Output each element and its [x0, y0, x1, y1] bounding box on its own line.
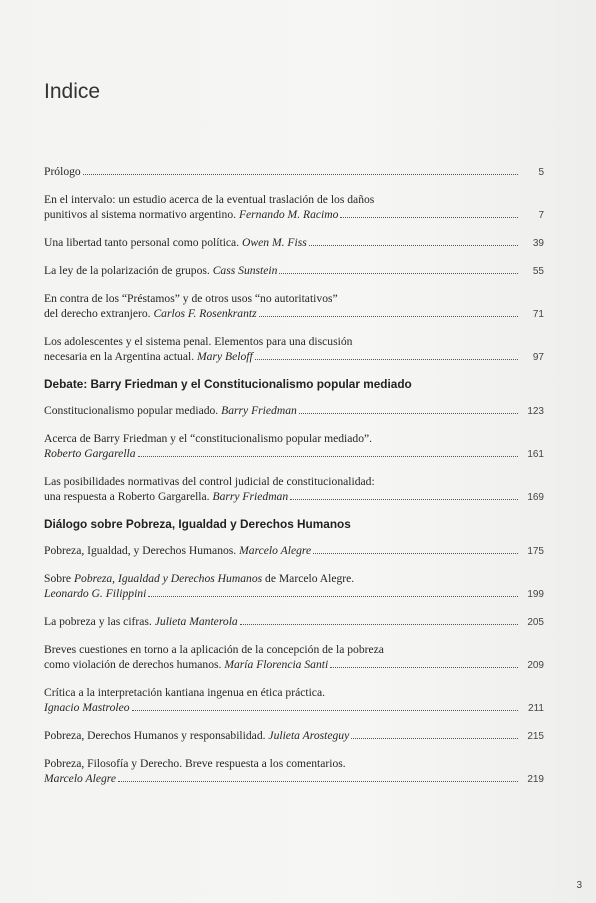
toc-entry [44, 756, 544, 787]
page-title: Indice [44, 80, 101, 103]
toc-entry [44, 291, 544, 322]
entry-author: Mary Beloff [197, 350, 253, 363]
leader-dots [309, 245, 518, 246]
entry-title: La ley de la polarización de grupos. [44, 264, 210, 277]
entry-author: Barry Friedman [212, 490, 289, 503]
entry-author: Cass Sunstein [212, 264, 278, 277]
entry-title: necesaria en la Argentina actual. [44, 350, 195, 363]
page-number: 71 [532, 309, 544, 320]
entry-title: Pobreza, Derechos Humanos y responsabilidad. [44, 729, 266, 742]
entry-title: La pobreza y las cifras. [44, 615, 152, 628]
toc-entry [44, 685, 544, 716]
referenced-title: Pobreza, Igualdad y Derechos Humanos [73, 572, 263, 585]
table-of-contents [44, 164, 544, 799]
leader-dots [330, 667, 518, 668]
page-number: 123 [527, 406, 544, 417]
leader-dots [138, 456, 518, 457]
toc-entry [44, 403, 544, 419]
entry-author: Ignacio Mastroleo [44, 701, 130, 714]
entry-author: Roberto Gargarella [44, 447, 136, 460]
toc-entry [44, 474, 544, 505]
entry-author: Leonardo G. Filippini [44, 587, 147, 600]
page-number: 169 [527, 492, 544, 503]
leader-dots [132, 710, 518, 711]
page-number: 5 [538, 167, 544, 178]
section-heading: Debate: Barry Friedman y el Constitucionalismo popular mediado [44, 377, 412, 391]
leader-dots [240, 624, 518, 625]
entry-title-line: Los adolescentes y el sistema penal. Elementos para una discusión [44, 335, 353, 348]
page-number: 7 [538, 210, 544, 221]
entry-author: Julieta Manterola [154, 615, 238, 628]
entry-author: Marcelo Alegre [239, 544, 312, 557]
entry-title: Una libertad tanto personal como política. [44, 236, 240, 249]
toc-entry [44, 642, 544, 673]
leader-dots [148, 596, 518, 597]
section-heading: Diálogo sobre Pobreza, Igualdad y Derechos Humanos [44, 517, 351, 531]
leader-dots [313, 553, 518, 554]
toc-entry [44, 614, 544, 630]
entry-title: Constitucionalismo popular mediado. [44, 404, 219, 417]
entry-author: Owen M. Fiss [242, 236, 307, 249]
entry-title: una respuesta a Roberto Gargarella. [44, 490, 210, 503]
entry-title: punitivos al sistema normativo argentino. [44, 208, 237, 221]
entry-title-line: Las posibilidades normativas del control judicial de constitucionalidad: [44, 475, 375, 488]
leader-dots [290, 499, 518, 500]
entry-author: Carlos F. Rosenkrantz [153, 307, 257, 320]
entry-title-line: Pobreza, Filosofía y Derecho. Breve respuesta a los comentarios. [44, 757, 346, 770]
page-number: 175 [527, 546, 544, 557]
page-number: 97 [532, 352, 544, 363]
leader-dots [351, 738, 518, 739]
page-number: 211 [528, 703, 544, 714]
leader-dots [118, 781, 518, 782]
toc-entry [44, 543, 544, 559]
page-number: 209 [527, 660, 544, 671]
toc-entry [44, 571, 544, 602]
entry-title-line: En el intervalo: un estudio acerca de la eventual traslación de los daños [44, 193, 375, 206]
page-number: 205 [527, 617, 544, 628]
toc-entry [44, 334, 544, 365]
leader-dots [279, 273, 518, 274]
leader-dots [259, 316, 518, 317]
toc-entry [44, 431, 544, 462]
page-number: 39 [532, 238, 544, 249]
toc-entry [44, 263, 544, 279]
page-number: 199 [527, 589, 544, 600]
toc-entry [44, 164, 544, 180]
page-number: 161 [527, 449, 544, 460]
leader-dots [299, 413, 518, 414]
entry-title: del derecho extranjero. [44, 307, 151, 320]
page-number: 219 [527, 774, 544, 785]
entry-author: María Florencia Santi [224, 658, 329, 671]
toc-entry [44, 192, 544, 223]
entry-author: Julieta Arosteguy [268, 729, 350, 742]
entry-title-line: Breves cuestiones en torno a la aplicación de la concepción de la pobreza [44, 643, 384, 656]
page-number: 215 [527, 731, 544, 742]
entry-title: como violación de derechos humanos. [44, 658, 222, 671]
leader-dots [340, 217, 518, 218]
entry-title: Prólogo [44, 165, 81, 178]
entry-author: Barry Friedman [221, 404, 297, 417]
toc-entry [44, 728, 544, 744]
entry-title-line: Crítica a la interpretación kantiana ingenua en ética práctica. [44, 686, 326, 699]
leader-dots [83, 174, 518, 175]
entry-title-line: En contra de los “Préstamos” y de otros usos “no autoritativos” [44, 292, 338, 305]
page-number: 55 [532, 266, 544, 277]
entry-author: Marcelo Alegre [44, 772, 117, 785]
entry-title-line: Sobre Pobreza, Igualdad y Derechos Humanos de Marcelo Alegre. [44, 572, 355, 585]
toc-entry [44, 235, 544, 251]
entry-title: Pobreza, Igualdad, y Derechos Humanos. [44, 544, 237, 557]
folio-page-number: 3 [576, 880, 582, 891]
entry-title-line: Acerca de Barry Friedman y el “constitucionalismo popular mediado”. [44, 432, 373, 445]
leader-dots [255, 359, 518, 360]
entry-author: Fernando M. Racimo [238, 208, 339, 221]
